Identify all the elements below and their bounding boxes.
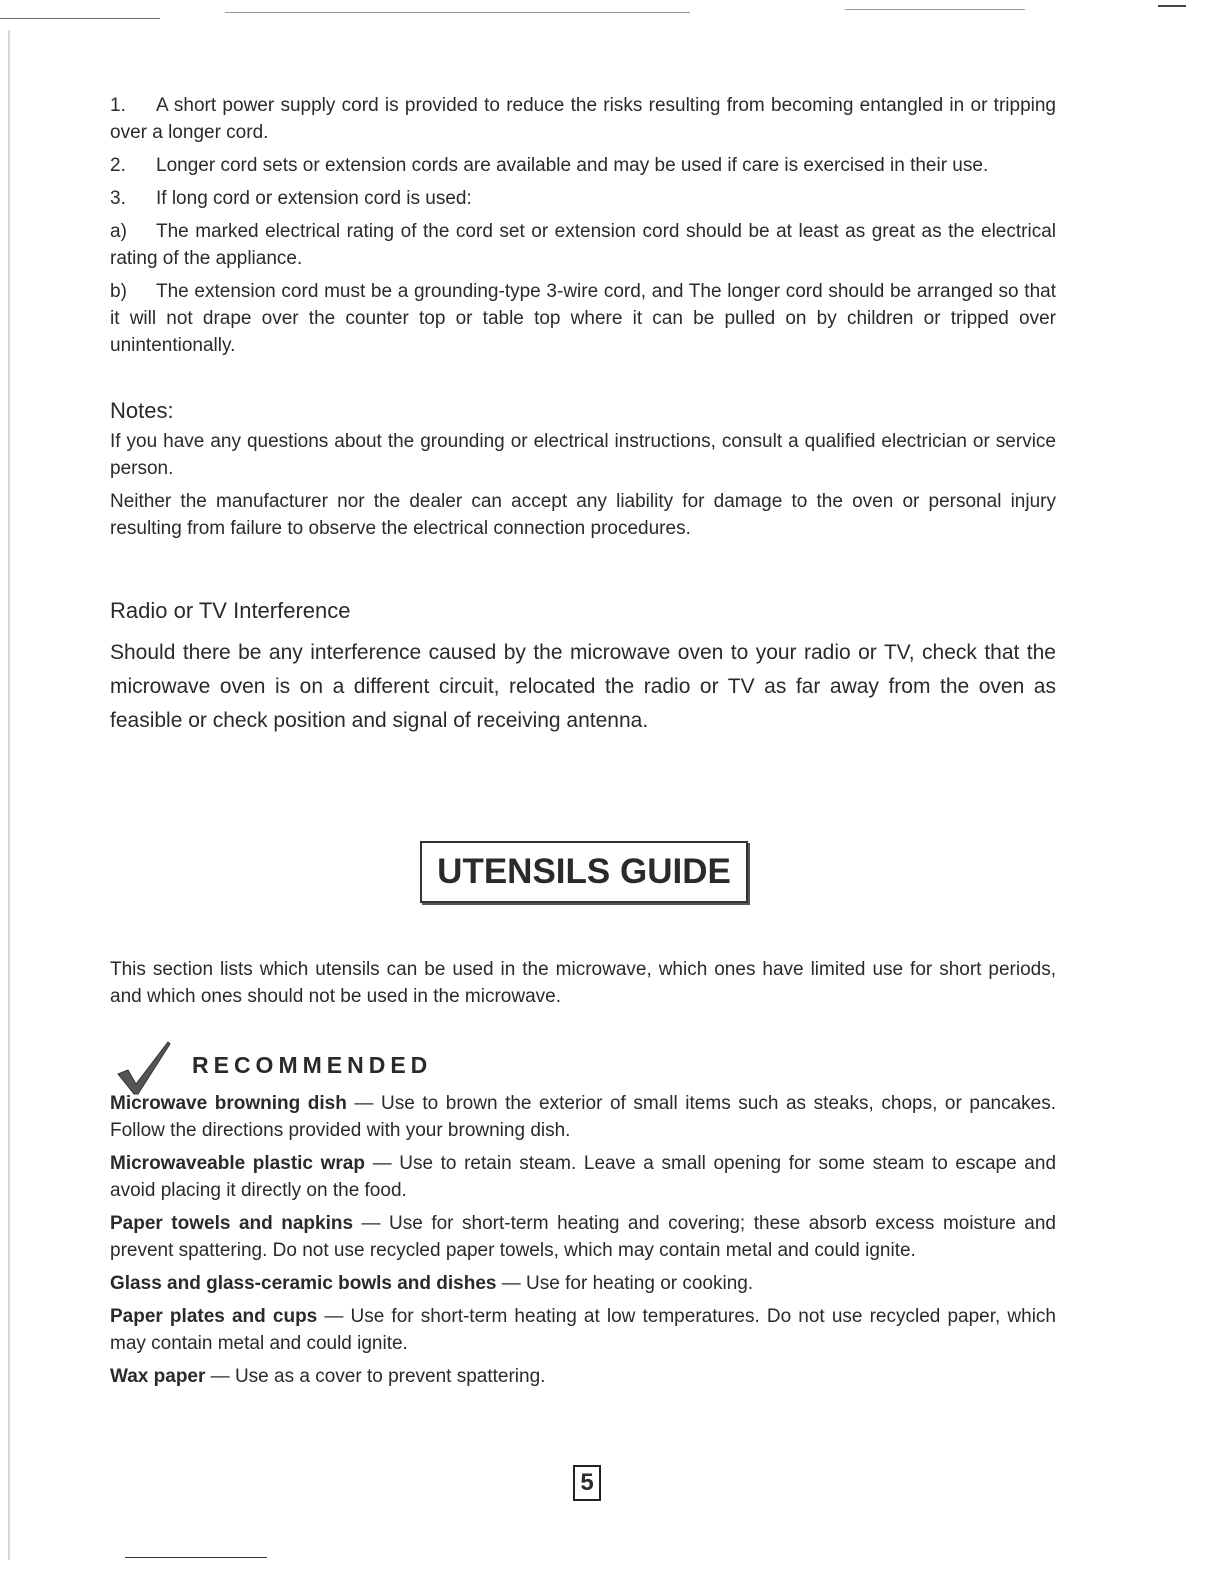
item-term: Paper plates and cups — [110, 1306, 318, 1327]
list-item: b) The extension cord must be a grounding-type 3-wire cord, and The longer cord should be arranged so that it will not drape over the counter top or table top where it can be pulled on by children or tripped over unintentionally. — [110, 281, 1056, 356]
recommended-heading: RECOMMENDED — [192, 1052, 433, 1078]
list-item — [110, 1270, 1056, 1297]
item-description: — Use as a cover to prevent spattering. — [205, 1366, 546, 1387]
notes-heading: Notes: — [110, 398, 174, 423]
scan-edge-line — [125, 1557, 267, 1558]
note-paragraph: If you have any questions about the grounding or electrical instructions, consult a qualified electrician or service person. — [110, 431, 1056, 479]
item-term: Wax paper — [110, 1366, 206, 1387]
item-term: Paper towels and napkins — [110, 1213, 354, 1234]
recommended-list — [110, 1090, 1056, 1390]
list-item-text: Longer cord sets or extension cords are available and may be used if care is exercised in their use. — [156, 155, 989, 176]
utensils-guide-title: UTENSILS GUIDE — [420, 841, 748, 903]
list-item — [110, 1090, 1056, 1144]
list-item — [110, 1363, 1056, 1390]
scan-edge-line — [0, 18, 160, 19]
interference-body — [110, 636, 1056, 738]
list-item: 3. If long cord or extension cord is used: — [110, 188, 472, 209]
item-description: — Use to retain steam. Leave a small opening for some steam to escape and avoid placing it directly on the food. — [110, 1153, 1057, 1201]
scan-edge-line — [225, 12, 690, 13]
note-paragraph: Neither the manufacturer nor the dealer can accept any liability for damage to the oven or personal injury resulting from failure to observe the electrical connection procedures. — [110, 491, 1056, 539]
utensils-intro — [110, 956, 1056, 1010]
list-item — [110, 1150, 1056, 1204]
item-description: — Use for heating or cooking. — [496, 1273, 754, 1294]
page-number: 5 — [573, 1465, 601, 1501]
cord-safety-list — [110, 92, 1056, 359]
list-item-text: The extension cord must be a grounding-type 3-wire cord, and The longer cord should be arranged so that it will not drape over the counter top or table top where it can be pulled on by children or tripped over unintentionally. — [110, 281, 1056, 356]
item-description: — Use for short-term heating at low temperatures. Do not use recycled paper, which may contain metal and could ignite. — [110, 1306, 1057, 1354]
list-item-text: If long cord or extension cord is used: — [156, 188, 472, 209]
intro-paragraph: This section lists which utensils can be used in the microwave, which ones have limited use for short periods, and which ones should not be used in the microwave. — [110, 959, 1056, 1007]
item-description: — Use for short-term heating and covering; these absorb excess moisture and prevent spattering. Do not use recycled paper towels, which may contain metal and could ignite. — [110, 1213, 1056, 1261]
list-item — [110, 1303, 1056, 1357]
list-item-text: The marked electrical rating of the cord set or extension cord should be at least as great as the electrical rating of the appliance. — [110, 221, 1056, 269]
interference-heading: Radio or TV Interference — [110, 598, 351, 623]
page-left-edge — [8, 30, 10, 1560]
item-description: — Use to brown the exterior of small items such as steaks, chops, or pancakes. Follow the directions provided with your browning dish. — [110, 1093, 1057, 1141]
list-item: a) The marked electrical rating of the cord set or extension cord should be at least as great as the electrical rating of the appliance. — [110, 221, 1056, 269]
item-term: Microwaveable plastic wrap — [110, 1153, 365, 1174]
list-item: 1. A short power supply cord is provided to reduce the risks resulting from becoming entangled in or tripping over a longer cord. — [110, 95, 1056, 143]
item-term: Microwave browning dish — [110, 1093, 347, 1114]
interference-paragraph: Should there be any interference caused by the microwave oven to your radio or TV, check that the microwave oven is on a different circuit, relocated the radio or TV as far away from the oven as feasible or check position and signal of receiving antenna. — [110, 641, 1056, 732]
list-item-text: A short power supply cord is provided to reduce the risks resulting from becoming entangled in or tripping over a longer cord. — [110, 95, 1056, 143]
scan-edge-line — [845, 9, 1025, 10]
list-item — [110, 1210, 1056, 1264]
item-term: Glass and glass-ceramic bowls and dishes — [110, 1273, 497, 1294]
list-item: 2. Longer cord sets or extension cords are available and may be used if care is exercised in their use. — [110, 155, 989, 176]
notes-body — [110, 428, 1056, 542]
scan-edge-line — [1158, 5, 1186, 7]
